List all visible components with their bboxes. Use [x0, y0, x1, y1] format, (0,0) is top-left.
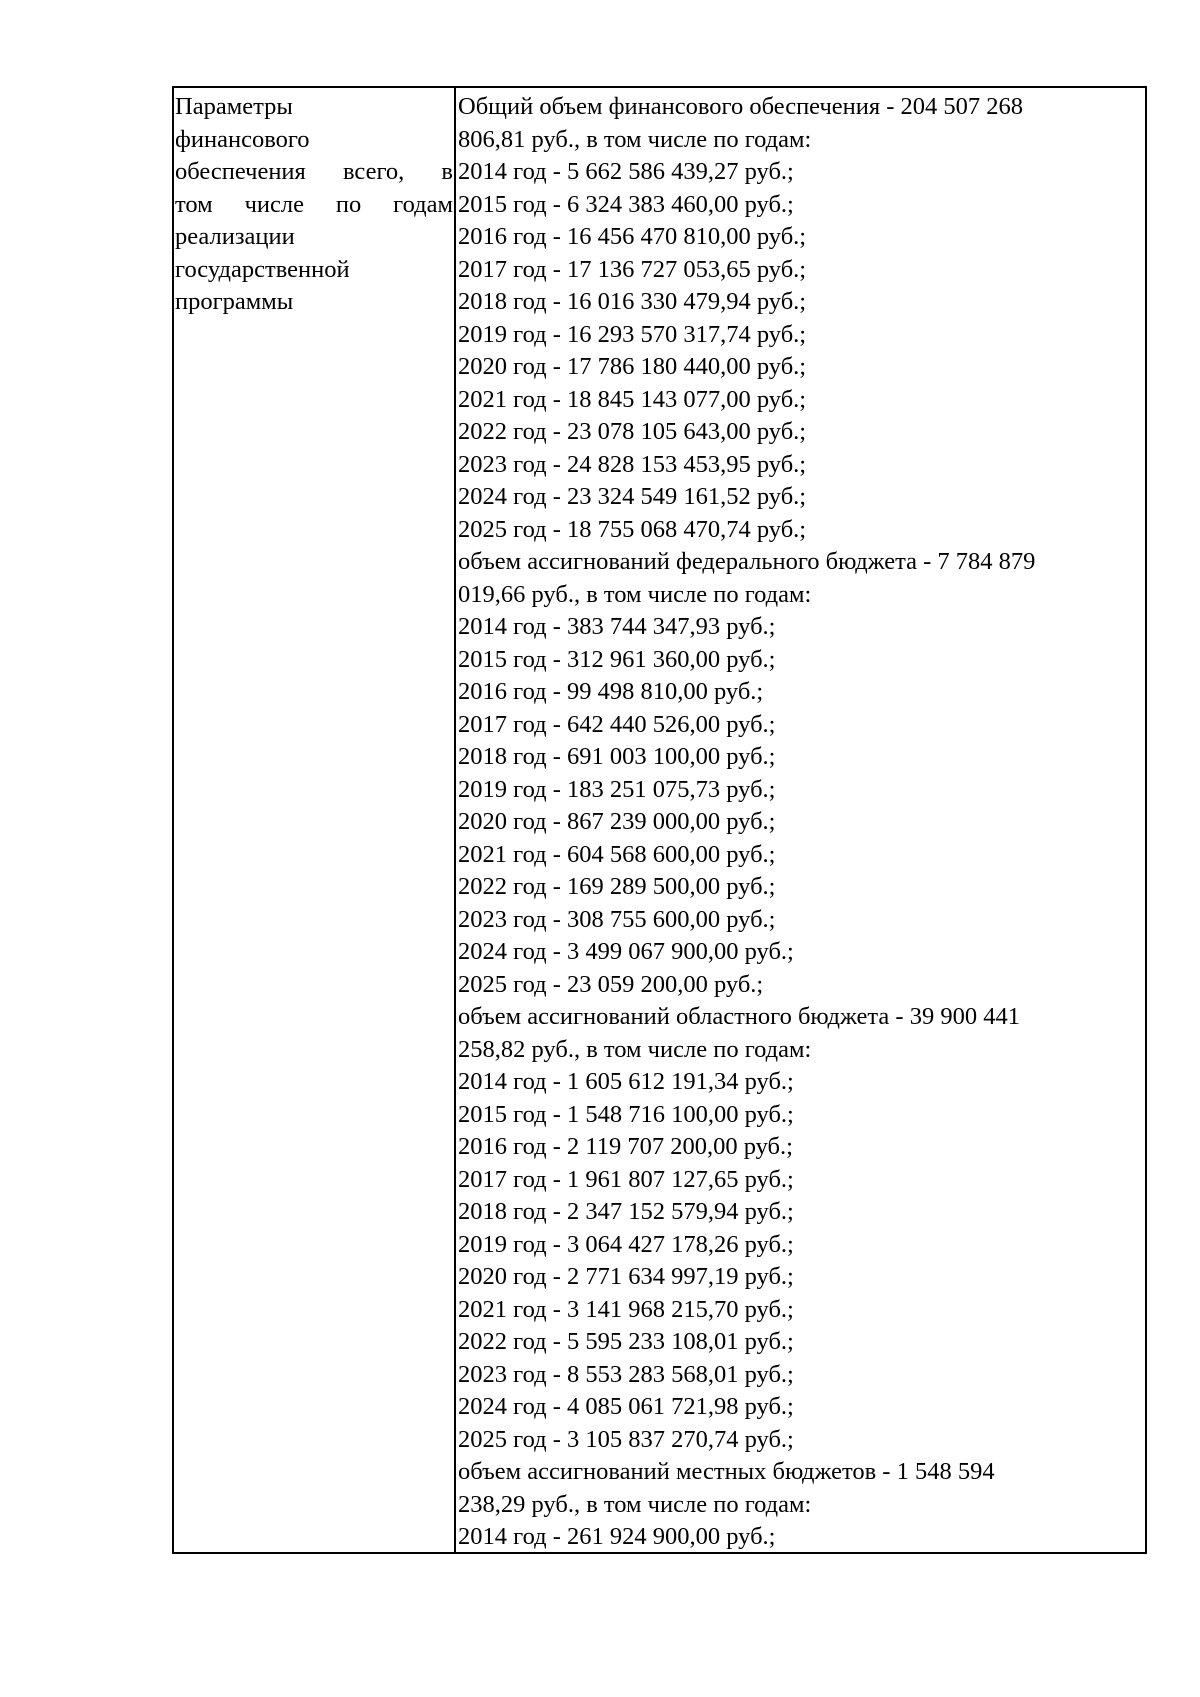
parameter-line [175, 286, 453, 319]
parameter-line [175, 156, 453, 189]
funding-line: 2023 год - 24 828 153 453,95 руб.; [458, 450, 807, 478]
funding-line: 2020 год - 2 771 634 997,19 руб.; [458, 1263, 794, 1290]
parameter-word: реализации [175, 223, 295, 250]
funding-line: 2016 год - 2 119 707 200,00 руб.; [458, 1133, 793, 1160]
parameter-word: числе [244, 190, 304, 218]
parameter-word: по [335, 190, 362, 218]
funding-line: 2021 год - 604 568 600,00 руб.; [458, 840, 776, 868]
funding-line: 2015 год - 312 961 360,00 руб.; [458, 645, 776, 673]
funding-line: 2014 год - 1 605 612 191,34 руб.; [458, 1068, 794, 1095]
funding-line: 2015 год - 1 548 716 100,00 руб.; [458, 1100, 794, 1128]
financing-table [172, 86, 1147, 1554]
funding-line: 2014 год - 383 744 347,93 руб.; [458, 613, 776, 640]
funding-line: 2017 год - 1 961 807 127,65 руб.; [458, 1165, 794, 1193]
funding-line: 2020 год - 867 239 000,00 руб.; [458, 808, 776, 835]
parameter-line [175, 91, 453, 124]
parameter-value-cell [456, 88, 1145, 1552]
parameter-word: всего, [342, 158, 405, 185]
funding-line: 806,81 руб., в том числе по годам: [458, 125, 812, 153]
parameter-word: в [441, 158, 453, 185]
funding-line: 2015 год - 6 324 383 460,00 руб.; [458, 190, 794, 218]
funding-line: 258,82 руб., в том числе по годам: [458, 1035, 812, 1063]
parameter-word: Параметры [175, 93, 293, 120]
funding-line: 2021 год - 18 845 143 077,00 руб.; [458, 385, 807, 413]
parameter-line [175, 124, 453, 157]
funding-line: 2025 год - 18 755 068 470,74 руб.; [458, 515, 807, 543]
funding-line: 2014 год - 261 924 900,00 руб.; [458, 1523, 776, 1550]
funding-line: 2019 год - 16 293 570 317,74 руб.; [458, 320, 807, 348]
funding-line: 2024 год - 4 085 061 721,98 руб.; [458, 1393, 794, 1420]
parameter-name-cell [174, 88, 456, 1552]
funding-line: 2016 год - 16 456 470 810,00 руб.; [458, 223, 807, 250]
parameter-line [175, 221, 453, 254]
funding-line: 2018 год - 2 347 152 579,94 руб.; [458, 1198, 794, 1225]
funding-line: 2020 год - 17 786 180 440,00 руб.; [458, 353, 807, 380]
funding-line: 2023 год - 8 553 283 568,01 руб.; [458, 1360, 794, 1388]
funding-line: 2023 год - 308 755 600,00 руб.; [458, 905, 776, 933]
funding-line: 2021 год - 3 141 968 215,70 руб.; [458, 1295, 794, 1323]
funding-line: 019,66 руб., в том числе по годам: [458, 580, 812, 608]
funding-line: объем ассигнований местных бюджетов - 1 548 594 [458, 1458, 995, 1485]
funding-line: объем ассигнований федерального бюджета - 7 784 879 [458, 548, 1036, 575]
funding-line: 238,29 руб., в том числе по годам: [458, 1490, 812, 1518]
funding-line: Общий объем финансового обеспечения - 204 507 268 [458, 93, 1024, 120]
parameter-word: государственной [175, 255, 350, 283]
parameter-word: программы [175, 288, 294, 315]
funding-line: 2024 год - 3 499 067 900,00 руб.; [458, 938, 794, 965]
funding-line: объем ассигнований областного бюджета - 39 900 441 [458, 1003, 1020, 1030]
funding-line: 2018 год - 691 003 100,00 руб.; [458, 743, 776, 770]
funding-line: 2022 год - 169 289 500,00 руб.; [458, 873, 776, 900]
parameter-word: годам [393, 190, 453, 218]
parameter-word: том [175, 190, 213, 218]
funding-line: 2025 год - 3 105 837 270,74 руб.; [458, 1425, 794, 1453]
parameter-line [175, 189, 453, 222]
funding-line: 2014 год - 5 662 586 439,27 руб.; [458, 158, 794, 185]
funding-line: 2017 год - 642 440 526,00 руб.; [458, 710, 776, 738]
funding-line: 2019 год - 183 251 075,73 руб.; [458, 775, 776, 803]
funding-line: 2022 год - 5 595 233 108,01 руб.; [458, 1328, 794, 1355]
funding-line: 2024 год - 23 324 549 161,52 руб.; [458, 483, 807, 510]
parameter-word: финансового [175, 125, 310, 153]
funding-line: 2019 год - 3 064 427 178,26 руб.; [458, 1230, 794, 1258]
funding-line: 2025 год - 23 059 200,00 руб.; [458, 970, 764, 998]
funding-line: 2017 год - 17 136 727 053,65 руб.; [458, 255, 807, 283]
funding-line: 2022 год - 23 078 105 643,00 руб.; [458, 418, 807, 445]
funding-line: 2018 год - 16 016 330 479,94 руб.; [458, 288, 807, 315]
parameter-word: обеспечения [175, 158, 306, 185]
funding-line: 2016 год - 99 498 810,00 руб.; [458, 678, 764, 705]
parameter-line [175, 254, 453, 287]
